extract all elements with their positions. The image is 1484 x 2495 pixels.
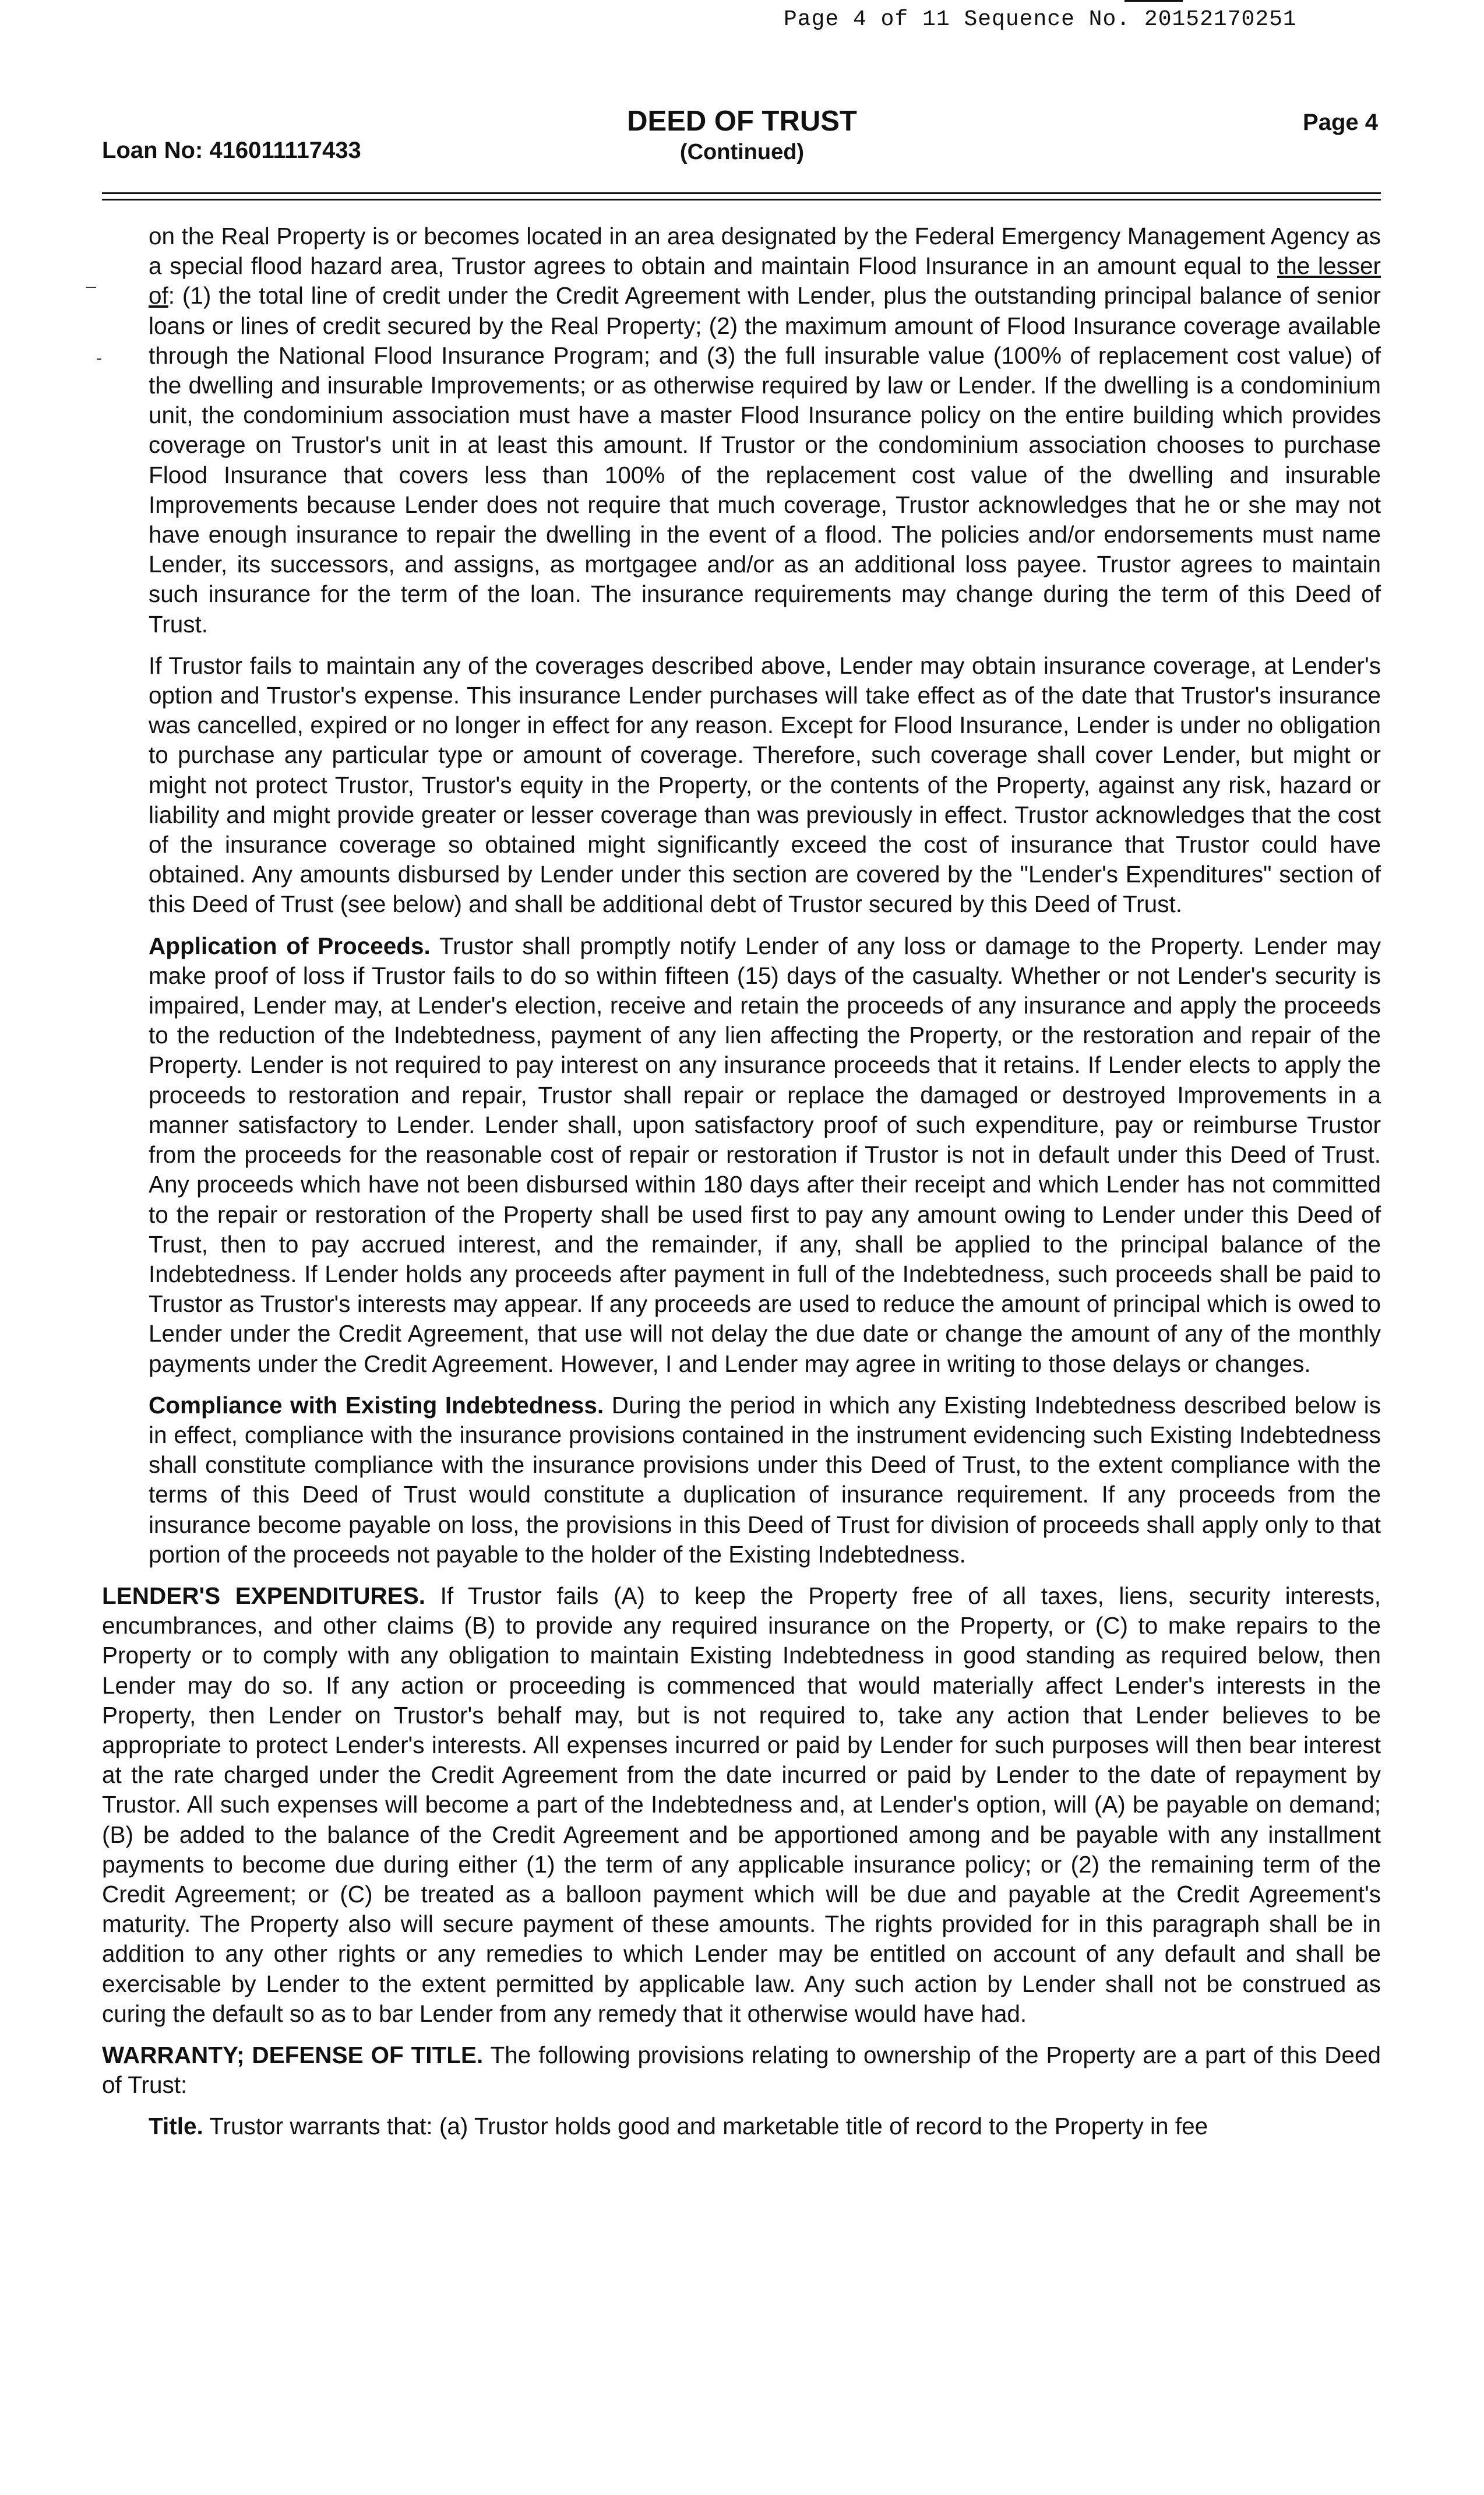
document-title: DEED OF TRUST	[627, 105, 857, 137]
margin-mark: -	[96, 349, 102, 368]
lenders-expenditures-paragraph	[102, 1581, 1381, 2029]
header-rule-top	[102, 192, 1381, 194]
section-heading: LENDER'S EXPENDITURES.	[102, 1582, 426, 1609]
application-of-proceeds-paragraph	[102, 931, 1381, 1379]
paragraph-text: During the period in which any Existing Indebtedness described below is in effect, compliance with the insurance provisions contained in the instrument evidencing such Existing Indebtedness shall constitute compliance with the insurance provisions under this Deed of Trust, to the extent compliance with the terms of this Deed of Trust would constitute a duplication of insurance requirement. If any proceeds from the insurance become payable on loss, the provisions in this Deed of Trust for division of proceeds shall apply only to that portion of the proceeds not payable to the holder of the Existing Indebtedness.	[149, 1391, 1381, 1568]
document-subtitle: (Continued)	[679, 140, 805, 164]
paragraph-text: If Trustor fails (A) to keep the Property free of all taxes, liens, security interests, encumbrances, and other claims (B) to provide any required insurance on the Property, or (C) to make repairs to the Property or to comply with any obligation to maintain Existing Indebtedness in good standing as required below, then Lender may do so. If any action or proceeding is commenced that would materially affect Lender's interests in the Property, then Lender on Trustor's behalf may, but is not required to, take any action that Lender believes to be appropriate to protect Lender's interests. All expenses incurred or paid by Lender for such purposes will then bear interest at the rate charged under the Credit Agreement from the date incurred or paid by Lender to the date of repayment by Trustor. All such expenses will become a part of the Indebtedness and, at Lender's option, will (A) be payable on demand; (B) be added to the balance of the Credit Agreement and be apportioned among and be payable with any installment payments to become due during either (1) the term of any applicable insurance policy; or (2) the remaining term of the Credit Agreement; or (C) be treated as a balloon payment which will be due and payable at the Credit Agreement's maturity. The Property also will secure payment of these amounts. The rights provided for in this paragraph shall be in addition to any other rights or any remedies to which Lender may be entitled on account of any default and shall be exercisable by Lender to the extent permitted by applicable law. Any such action by Lender shall not be construed as curing the default so as to bar Lender from any remedy that it otherwise would have had.	[102, 1582, 1381, 2027]
paragraph-text: on the Real Property is or becomes located in an area designated by the Federal Emergency Management Agency as a special flood hazard area, Trustor agrees to obtain and maintain Flood Insurance in an amount equal to	[149, 223, 1381, 280]
document-body	[102, 221, 1381, 2153]
warranty-defense-of-title-paragraph	[102, 2040, 1381, 2100]
section-heading: Title.	[149, 2113, 203, 2140]
section-heading: Compliance with Existing Indebtedness.	[149, 1391, 604, 1419]
header-rule-bottom	[102, 199, 1381, 200]
page-sequence-reference: Page 4 of 11 Sequence No. 20152170251	[784, 7, 1297, 32]
section-heading: Application of Proceeds.	[149, 932, 431, 959]
underlined-phrase: the lesser of	[149, 252, 1381, 309]
lender-coverage-paragraph: If Trustor fails to maintain any of the coverages described above, Lender may obtain insurance coverage, at Lender's option and Trustor's expense. This insurance Lender purchases will take effect as of the date that Trustor's insurance was cancelled, expired or no longer in effect for any reason. Except for Flood Insurance, Lender is under no obligation to purchase any particular type or amount of coverage. Therefore, such coverage shall cover Lender, but might or might not protect Trustor, Trustor's equity in the Property, or the contents of the Property, against any risk, hazard or liability and might provide greater or lesser coverage than was previously in effect. Trustor acknowledges that the cost of the insurance coverage so obtained might significantly exceed the cost of insurance that Trustor could have obtained. Any amounts disbursed by Lender under this section are covered by the "Lender's Expenditures" section of this Deed of Trust (see below) and shall be additional debt of Trustor secured by this Deed of Trust.	[149, 652, 1381, 918]
title-paragraph	[102, 2112, 1381, 2141]
page-number: Page 4	[1303, 110, 1378, 135]
top-edge-mark	[1125, 0, 1183, 2]
paragraph-text: Trustor shall promptly notify Lender of any loss or damage to the Property. Lender may make proof of loss if Trustor fails to do so within fifteen (15) days of the casualty. Whether or not Lender's security is impaired, Lender may, at Lender's election, receive and retain the proceeds of any insurance and apply the proceeds to the reduction of the Indebtedness, payment of any lien affecting the Property, or the restoration and repair of the Property. Lender is not required to pay interest on any insurance proceeds that it retains. If Lender elects to apply the proceeds to restoration and repair, Trustor shall repair or replace the damaged or destroyed Improvements in a manner satisfactory to Lender. Lender shall, upon satisfactory proof of such expenditure, pay or reimburse Trustor from the proceeds for the reasonable cost of repair or restoration if Trustor is not in default under this Deed of Trust. Any proceeds which have not been disbursed within 180 days after their receipt and which Lender has not committed to the repair or restoration of the Property shall be used first to pay any amount owing to Lender under this Deed of Trust, then to pay accrued interest, and the remainder, if any, shall be applied to the principal balance of the Indebtedness. If Lender holds any proceeds after payment in full of the Indebtedness, such proceeds shall be paid to Trustor as Trustor's interests may appear. If any proceeds are used to reduce the amount of principal which is owed to Lender under the Credit Agreement, that use will not delay the due date or change the amount of any of the monthly payments under the Credit Agreement. However, I and Lender may agree in writing to those delays or changes.	[149, 932, 1381, 1377]
paragraph-text: : (1) the total line of credit under the Credit Agreement with Lender, plus the outstanding principal balance of senior loans or lines of credit secured by the Real Property; (2) the maximum amount of Flood Insurance coverage available through the National Flood Insurance Program; and (3) the full insurable value (100% of replacement cost value) of the dwelling and insurable Improvements; or as otherwise required by law or Lender. If the dwelling is a condominium unit, the condominium association must have a master Flood Insurance policy on the entire building which provides coverage on Trustor's unit in at least this amount. If Trustor or the condominium association chooses to purchase Flood Insurance that covers less than 100% of the replacement cost value of the dwelling and insurable Improvements because Lender does not require that much coverage, Trustor acknowledges that he or she may not have enough insurance to repair the dwelling in the event of a flood. The policies and/or endorsements must name Lender, its successors, and assigns, as mortgagee and/or as an additional loss payee. Trustor agrees to maintain such insurance for the term of the loan. The insurance requirements may change during the term of this Deed of Trust.	[149, 282, 1381, 638]
compliance-existing-indebtedness-paragraph	[102, 1391, 1381, 1570]
section-heading: WARRANTY; DEFENSE OF TITLE.	[102, 2041, 484, 2068]
paragraph-text: The following provisions relating to ownership of the Property are a part of this Deed of Trust:	[102, 2041, 1381, 2099]
loan-number: Loan No: 416011117433	[102, 138, 361, 163]
flood-insurance-paragraph	[102, 221, 1381, 639]
margin-mark: _	[86, 269, 96, 288]
paragraph-text: Trustor warrants that: (a) Trustor holds good and marketable title of record to the Property in fee	[203, 2113, 1208, 2140]
